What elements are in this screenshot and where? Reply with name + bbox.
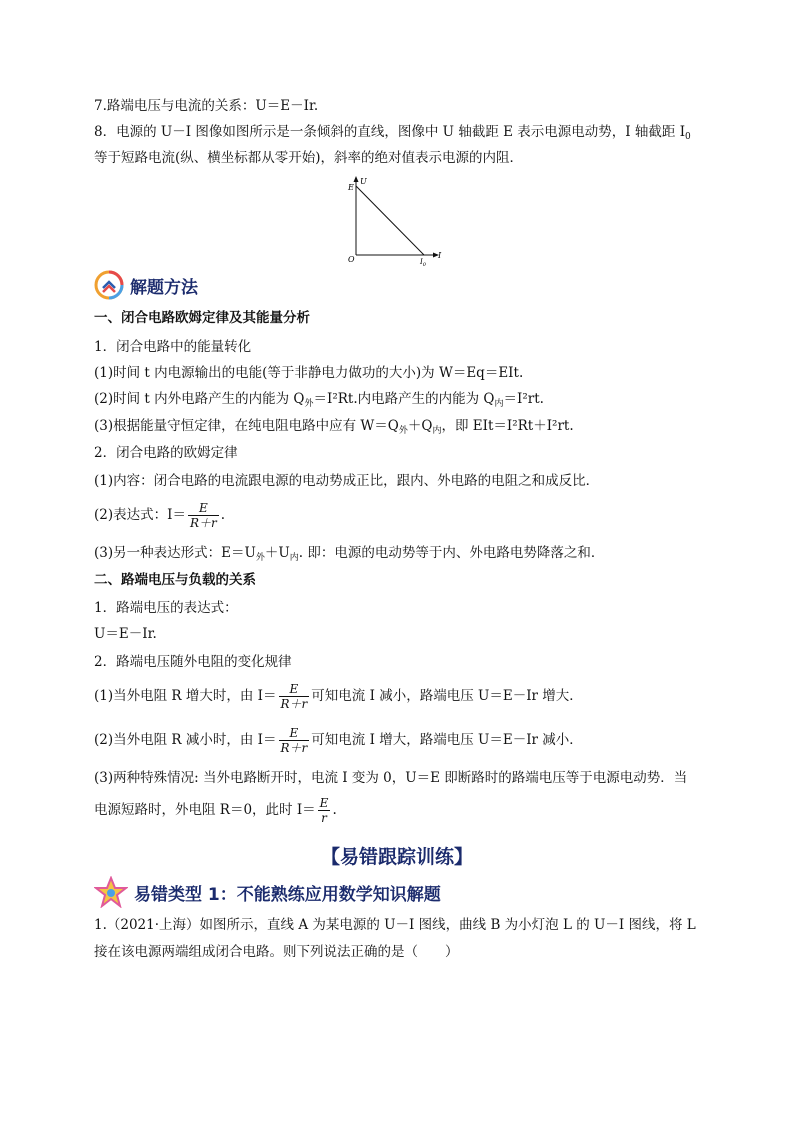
- section-method-title: 解题方法: [130, 277, 198, 298]
- item-b1: 1．路端电压的表达式：: [94, 600, 238, 616]
- point-8-line1: 8．电源的 U－I 图像如图所示是一条倾斜的直线，图像中 U 轴截距 E 表示电源电动势，I 轴截距 $I_0$: [94, 124, 691, 142]
- heading-2: 二、路端电压与负载的关系: [94, 572, 256, 588]
- question-1-line2: 接在该电源两端组成闭合电路。则下列说法正确的是（ ）: [94, 944, 459, 960]
- item-b7: 电源短路时，外电阻 R＝0，此时 I＝ $\frac{E}{r}$ .: [94, 796, 337, 825]
- point-7: 7.路端电压与电流的关系：U＝E－Ir.: [94, 98, 319, 114]
- method-icon: [94, 270, 124, 300]
- item-b4: (1)当外电阻 R 增大时，由 I＝ $\frac{E}{R+r}$ 可知电流 I 减小，路端电压 U＝E－Ir 增大．: [94, 682, 583, 711]
- section-error-type-title: 易错类型 1：不能熟练应用数学知识解题: [134, 884, 441, 905]
- item-1-3: (3)根据能量守恒定律，在纯电阻电路中应有 $W=Q_外+Q_内$，即 EIt＝I²Rt＋I²rt.: [94, 418, 574, 436]
- item-2-2: (2)表达式：I＝ $\frac{E}{R+r}$ .: [94, 501, 226, 530]
- graph-label-U: U: [360, 177, 367, 186]
- item-2-3: (3)另一种表达形式：$E=U_外+U_内$. 即：电源的电动势等于内、外电路电势降落之和．: [94, 545, 605, 563]
- item-b3: 2．路端电压随外电阻的变化规律: [94, 654, 292, 670]
- graph-label-I0: $I_0$: [420, 258, 426, 268]
- item-b2: U＝E－Ir.: [94, 626, 157, 642]
- section-error-type-header: [94, 876, 441, 908]
- graph-label-E: E: [348, 183, 354, 192]
- training-title: 【易错跟踪训练】: [320, 846, 473, 868]
- item-b5: (2)当外电阻 R 减小时，由 I＝ $\frac{E}{R+r}$ 可知电流 I 增大，路端电压 U＝E－Ir 减小．: [94, 726, 583, 755]
- item-b6: (3)两种特殊情况: 当外电路断开时，电流 I 变为 0，U＝E 即断路时的路端电压等于电源电动势．当: [94, 770, 688, 786]
- item-1: 1．闭合电路中的能量转化: [94, 339, 252, 355]
- item-2: 2．闭合电路的欧姆定律: [94, 445, 238, 461]
- graph-label-O: O: [348, 255, 355, 264]
- fraction-E-over-R-plus-r: $\frac{E}{R+r}$: [189, 501, 217, 530]
- point-8-line2: 等于短路电流(纵、横坐标都从零开始)，斜率的绝对值表示电源的内阻．: [94, 150, 524, 166]
- question-1-line1: 1.（2021·上海）如图所示，直线 A 为某电源的 U－I 图线，曲线 B 为小灯泡 L 的 U－I 图线，将 L: [94, 917, 696, 933]
- item-1-2: (2)时间 t 内外电路产生的内能为 $Q_外=I^2Rt$.内电路产生的内能为 $Q_内=I^2rt$.: [94, 391, 544, 409]
- section-method-header: [94, 270, 198, 300]
- heading-1: 一、闭合电路欧姆定律及其能量分析: [94, 310, 310, 326]
- item-2-1: (1)内容：闭合电路的电流跟电源的电动势成正比，跟内、外电路的电阻之和成反比．: [94, 473, 600, 489]
- graph-label-I: I: [438, 251, 442, 260]
- item-1-1: (1)时间 t 内电源输出的电能(等于非静电力做功的大小)为 W＝Eq＝EIt.: [94, 365, 524, 381]
- star-icon: [94, 876, 128, 908]
- u-i-graph: [340, 172, 450, 268]
